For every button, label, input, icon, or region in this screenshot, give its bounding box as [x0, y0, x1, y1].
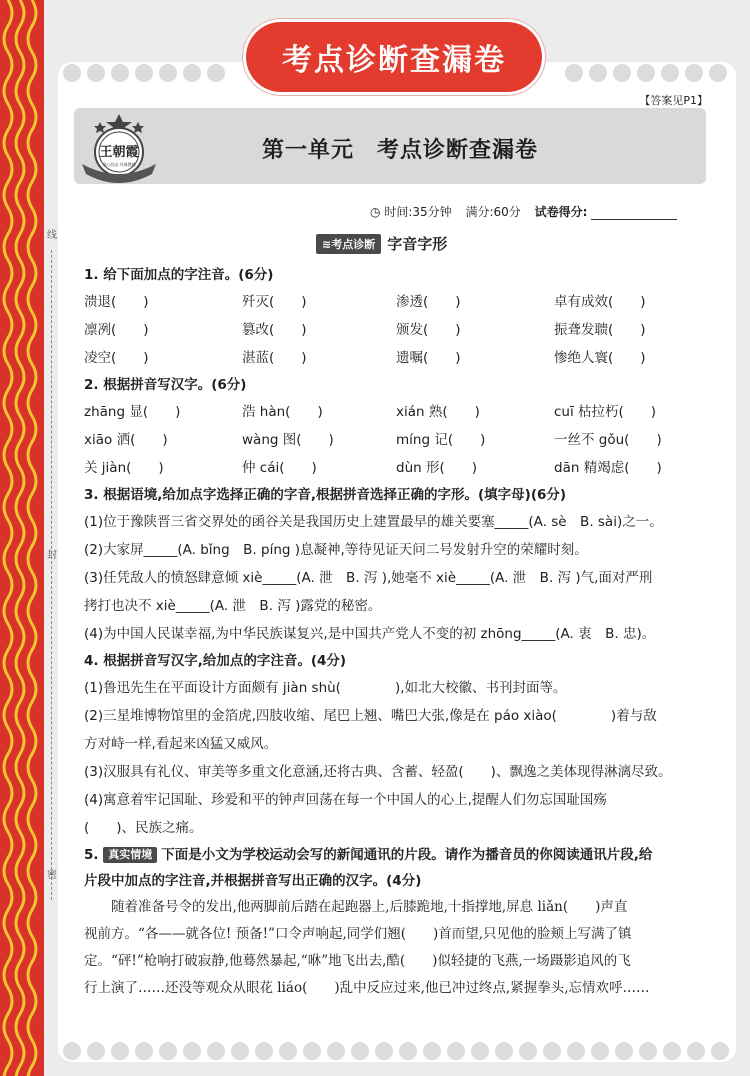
- clock-icon: ◷: [370, 205, 381, 219]
- q1-item: 卓有成效( ): [554, 294, 646, 310]
- cut-line: [51, 250, 53, 900]
- q3-line: (2)大家屏_____(A. bǐng B. píng )息凝神,等待见证天问二号发射升空的荣耀时刻。: [84, 542, 588, 558]
- answer-reference: 【答案见P1】: [639, 94, 708, 107]
- q5-number: 5.: [84, 847, 99, 863]
- q1-item: 歼灭( ): [242, 294, 307, 310]
- side-note-seal: 封: [47, 550, 57, 561]
- q1-item: 颁发( ): [396, 322, 461, 338]
- q4-line: (3)汉服具有礼仪、审美等多重文化意涵,还将古典、含蓄、轻盈( )、飘逸之美体现得淋漓尽致。: [84, 764, 672, 780]
- q1-item: 凛冽( ): [84, 322, 149, 338]
- q5-title-line2: 片段中加点的字注音,并根据拼音写出正确的汉字。(4分): [84, 873, 422, 889]
- question-2-items: [84, 398, 710, 482]
- q4-line: ( )、民族之痛。: [84, 820, 203, 836]
- q2-item: dùn 形( ): [396, 460, 478, 476]
- q2-item: míng 记( ): [396, 432, 486, 448]
- q2-item: 一丝不 gǒu( ): [554, 432, 662, 448]
- q2-item: 浩 hàn( ): [242, 404, 323, 420]
- q4-line: (4)寓意着牢记国耻、珍爱和平的钟声回荡在每一个中国人的心上,提醒人们勿忘国耻国殇: [84, 792, 607, 808]
- q1-item: 凌空( ): [84, 350, 149, 366]
- q1-item: 篡改( ): [242, 322, 307, 338]
- section-header: [316, 233, 447, 254]
- passage-line: 随着准备号令的发出,他两脚前后踏在起跑器上,后膝跪地,十指撑地,屏息 liǎn( )声直: [84, 899, 628, 915]
- q2-item: xián 熟( ): [396, 404, 480, 420]
- q1-item: 溃退( ): [84, 294, 149, 310]
- decorative-ribbon: [0, 0, 44, 1076]
- side-note-secret: 密: [47, 870, 57, 881]
- q1-item: 渗透( ): [396, 294, 461, 310]
- q5-passage: [84, 894, 710, 1002]
- q3-line: (4)为中国人民谋幸福,为中华民族谋复兴,是中国共产党人不变的初 zhōng_____(A. 衷 B. 忠)。: [84, 626, 656, 642]
- question-2-title: 2. 根据拼音写汉字。(6分): [84, 377, 247, 393]
- q2-item: 仲 cái( ): [242, 460, 317, 476]
- logo-subtext: 周心的品 经典教辅: [102, 162, 136, 167]
- q2-item: xiāo 洒( ): [84, 432, 168, 448]
- q5-title-line1: 下面是小文为学校运动会写的新闻通讯的片段。请作为播音员的你阅读通讯片段,给: [161, 847, 653, 863]
- q1-item: 振聋发聩( ): [554, 322, 646, 338]
- unit-title: 第一单元 考点诊断查漏卷: [261, 138, 538, 163]
- full-score: 满分:60分: [465, 205, 521, 219]
- q2-item: 关 jiàn( ): [84, 460, 164, 476]
- q1-item: 湛蓝( ): [242, 350, 307, 366]
- section-badge: ≋考点诊断: [316, 234, 381, 254]
- score-label: 试卷得分:: [534, 205, 588, 219]
- publisher-logo-icon: [78, 108, 160, 184]
- q2-item: zhāng 显( ): [84, 404, 181, 420]
- question-1-items: [84, 288, 710, 372]
- q4-line: (2)三星堆博物馆里的金箔虎,四肢收缩、尾巴上翘、嘴巴大张,像是在 páo xiào( )着与敌: [84, 708, 657, 724]
- side-note-line: 线: [47, 230, 57, 241]
- exam-meta: [370, 203, 677, 220]
- q1-item: 惨绝人寰( ): [554, 350, 646, 366]
- time-limit: 时间:35分钟: [384, 205, 452, 219]
- q4-line: (1)鲁迅先生在平面设计方面颇有 jiàn shù( ),如北大校徽、书刊封面等。: [84, 680, 567, 696]
- q2-item: cuī 枯拉朽( ): [554, 404, 657, 420]
- banner-title: 考点诊断查漏卷: [246, 22, 542, 92]
- passage-line: 行上演了……还没等观众从眼花 liáo( )乱中反应过来,他已冲过终点,紧握拳头,忘情欢呼……: [84, 980, 650, 996]
- section-title: 字音字形: [387, 235, 448, 253]
- passage-line: 视前方。“各——就各位! 预备!”口令声响起,同学们翘( )首而望,只见他的脸颊上写满了镇: [84, 926, 632, 942]
- question-content: [84, 262, 710, 1002]
- q5-context-tag: 真实情境: [103, 847, 157, 863]
- q3-line: 拷打也决不 xiè_____(A. 泄 B. 泻 )露党的秘密。: [84, 598, 382, 614]
- question-5-title: [84, 842, 710, 868]
- q2-item: dān 精竭虑( ): [554, 460, 662, 476]
- score-blank[interactable]: [591, 207, 677, 220]
- question-1-title: 1. 给下面加点的字注音。(6分): [84, 267, 274, 283]
- question-4-title: 4. 根据拼音写汉字,给加点的字注音。(4分): [84, 653, 347, 669]
- q3-line: (1)位于豫陕晋三省交界处的函谷关是我国历史上建置最早的雄关要塞_____(A. sè B. sài)之一。: [84, 514, 663, 530]
- q2-item: wàng 图( ): [242, 432, 334, 448]
- logo-text: 王朝霞: [99, 145, 139, 160]
- q1-item: 遗嘱( ): [396, 350, 461, 366]
- q3-line: (3)任凭敌人的愤怒肆意倾 xiè_____(A. 泄 B. 泻 ),她毫不 xiè_____(A. 泄 B. 泻 )气,面对严刑: [84, 570, 653, 586]
- question-3-title: 3. 根据语境,给加点字选择正确的字音,根据拼音选择正确的字形。(填字母)(6分): [84, 487, 567, 503]
- passage-line: 定。“砰!”枪响打破寂静,他蓦然暴起,“咻”地飞出去,酷( )似轻捷的飞燕,一场蹑影追风的飞: [84, 953, 631, 969]
- q4-line: 方对峙一样,看起来凶猛又威风。: [84, 736, 278, 752]
- binding-holes-bottom: [58, 1040, 736, 1062]
